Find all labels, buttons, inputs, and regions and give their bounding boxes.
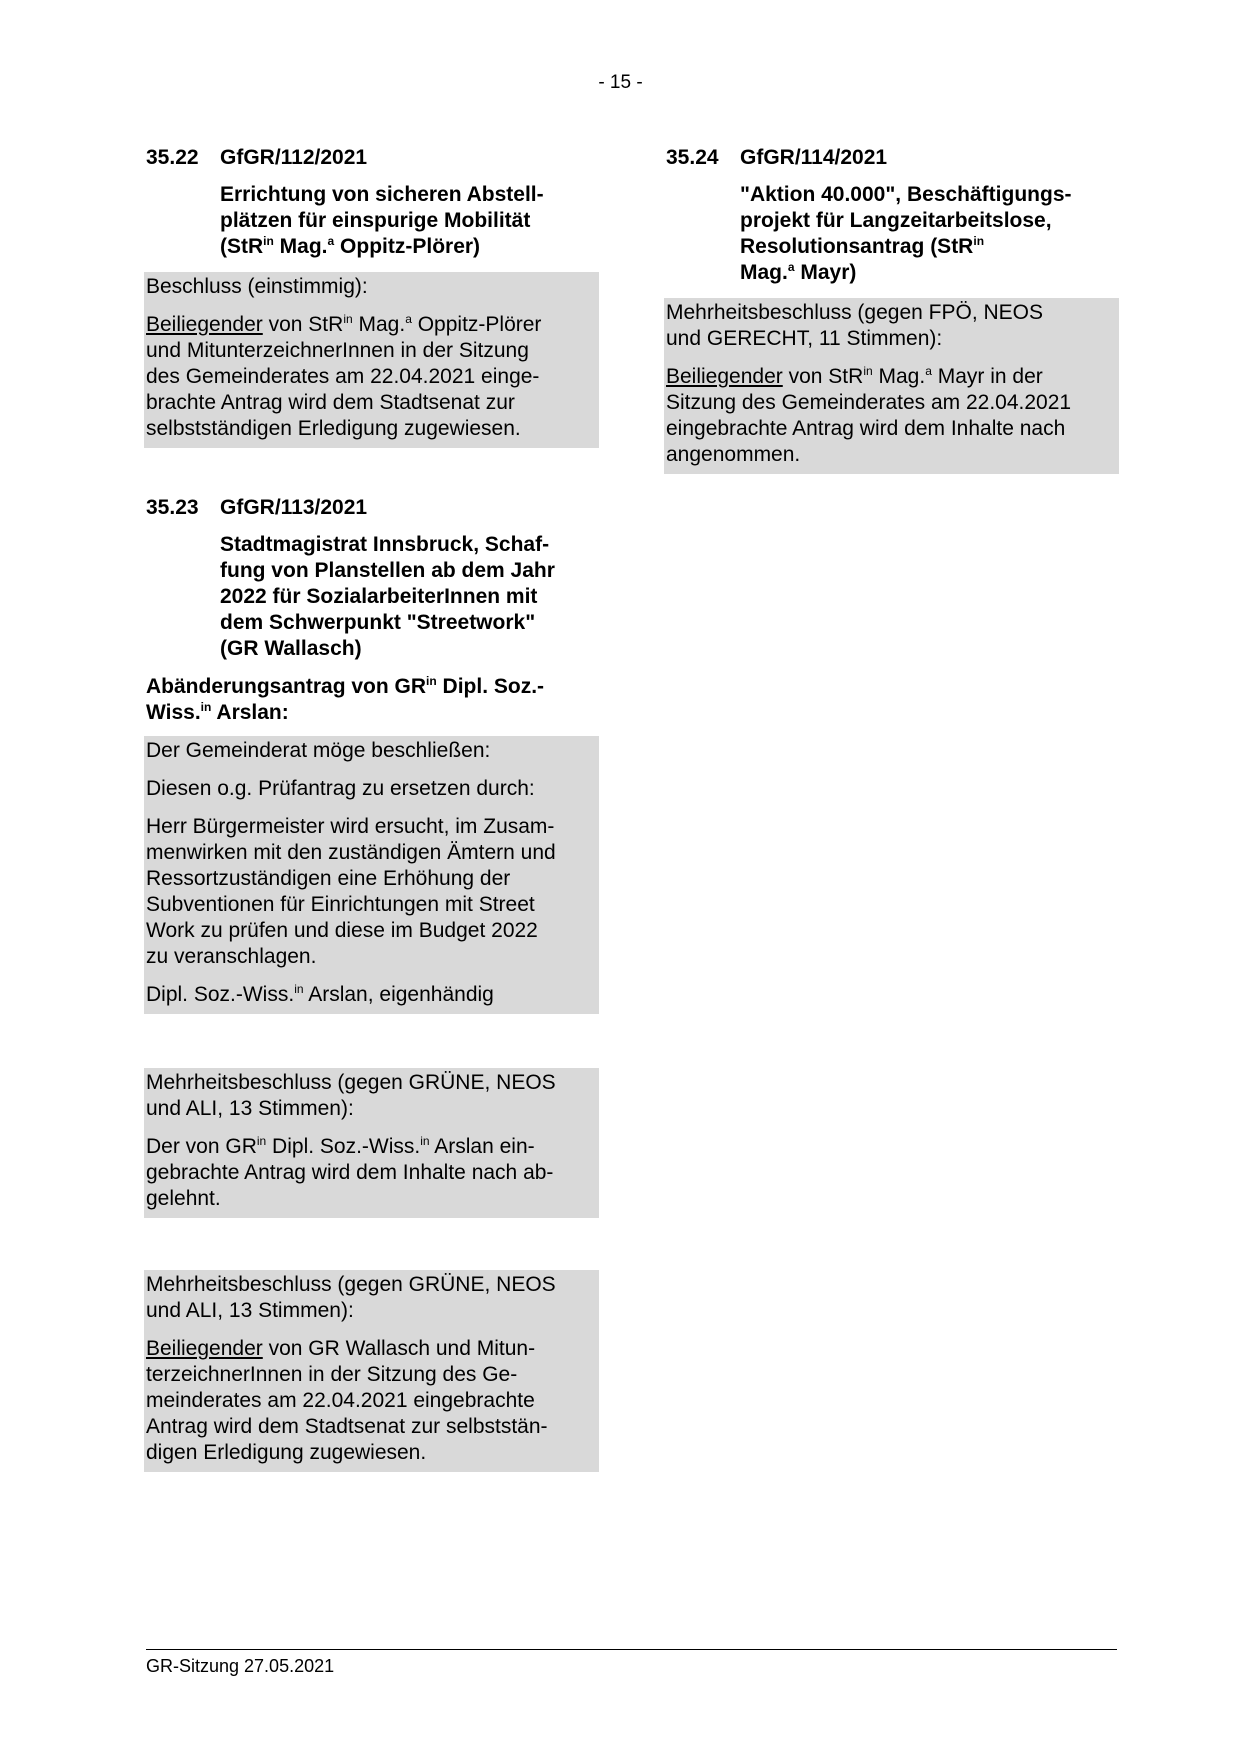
- title-line: dem Schwerpunkt "Streetwork": [220, 611, 536, 634]
- left-column: [146, 146, 597, 1472]
- item-heading: [666, 146, 1117, 170]
- item-heading: [146, 146, 597, 170]
- title-text: Oppitz-Plörer): [334, 235, 481, 258]
- title-text: Mayr): [794, 261, 857, 284]
- text-line: selbstständigen Erledigung zugewiesen.: [146, 417, 521, 440]
- footer-text: GR-Sitzung 27.05.2021: [146, 1656, 335, 1676]
- item-35-23: [146, 496, 597, 1472]
- superscript: a: [405, 312, 412, 326]
- title-line: projekt für Langzeitarbeitslose,: [740, 209, 1052, 232]
- text-line: und ALI, 13 Stimmen):: [146, 1097, 354, 1120]
- decision-type: [666, 298, 1117, 362]
- page-number: - 15 -: [598, 72, 643, 93]
- text-line: gebrachte Antrag wird dem Inhalte nach ab-: [146, 1161, 554, 1184]
- decision-box: [144, 272, 599, 448]
- title-line: (GR Wallasch): [220, 637, 362, 660]
- title-text: Mag.: [740, 261, 788, 284]
- underlined-word: Beiliegender: [146, 313, 263, 336]
- title-text: Mag.: [273, 235, 328, 258]
- text: Arslan ein-: [429, 1135, 535, 1158]
- title-line: Errichtung von sicheren Abstell-: [220, 183, 544, 206]
- text-line: Ressortzuständigen eine Erhöhung der: [146, 867, 511, 890]
- underlined-word: Beiliegender: [146, 1337, 263, 1360]
- title-text: (StR: [220, 235, 264, 258]
- superscript: in: [256, 1134, 267, 1148]
- amendment-heading: [146, 674, 597, 726]
- title-text: Resolutionsantrag (StR: [740, 235, 974, 258]
- text-line: und MitunterzeichnerInnen in der Sitzung: [146, 339, 529, 362]
- item-title: [220, 532, 597, 662]
- decision-text: [146, 1334, 597, 1469]
- decision-type: Beschluss (einstimmig):: [146, 275, 368, 298]
- footer-divider: [146, 1649, 1117, 1650]
- item-number: 35.22: [146, 146, 199, 169]
- text-line: Mehrheitsbeschluss (gegen GRÜNE, NEOS: [146, 1273, 556, 1296]
- text-line: Herr Bürgermeister wird ersucht, im Zusam-: [146, 815, 555, 838]
- text-line: terzeichnerInnen in der Sitzung des Ge-: [146, 1363, 518, 1386]
- superscript: in: [294, 982, 304, 996]
- decision-text: [146, 310, 597, 445]
- underlined-word: Beiliegender: [666, 365, 783, 388]
- text: Oppitz-Plörer: [411, 313, 542, 336]
- decision-text: [146, 1132, 597, 1215]
- superscript: in: [200, 700, 212, 714]
- item-title: [740, 182, 1117, 286]
- superscript: in: [973, 234, 985, 248]
- text-line: Subventionen für Einrichtungen mit Street: [146, 893, 535, 916]
- title-line: fung von Planstellen ab dem Jahr: [220, 559, 555, 582]
- text-line: brachte Antrag wird dem Stadtsenat zur: [146, 391, 515, 414]
- text: Arslan, eigenhändig: [303, 983, 494, 1006]
- text: Dipl. Soz.-Wiss.: [146, 983, 295, 1006]
- text-line: angenommen.: [666, 443, 801, 466]
- amendment-signature: [146, 980, 597, 1011]
- item-code: GfGR/112/2021: [220, 146, 368, 169]
- superscript: in: [863, 364, 873, 378]
- superscript: a: [925, 364, 932, 378]
- superscript: in: [263, 234, 274, 248]
- decision-type: [146, 1068, 597, 1132]
- text-line: Work zu prüfen und diese im Budget 2022: [146, 919, 538, 942]
- text-line: gelehnt.: [146, 1187, 221, 1210]
- text-line: menwirken mit den zuständigen Ämtern und: [146, 841, 556, 864]
- item-code: GfGR/114/2021: [740, 146, 888, 169]
- text-line: Antrag wird dem Stadtsenat zur selbststän-: [146, 1415, 548, 1438]
- decision-box: [664, 298, 1119, 474]
- item-heading: [146, 496, 597, 520]
- text: Der von GR: [146, 1135, 257, 1158]
- decision-text: [666, 362, 1117, 471]
- right-column: [666, 146, 1117, 474]
- superscript: in: [343, 312, 353, 326]
- title-line: 2022 für SozialarbeiterInnen mit: [220, 585, 538, 608]
- decision-box: [144, 1068, 599, 1218]
- title-line: Stadtmagistrat Innsbruck, Schaf-: [220, 533, 550, 556]
- text: von GR Wallasch und Mitun-: [262, 1337, 536, 1360]
- amendment-text: [146, 812, 597, 980]
- text-line: Mehrheitsbeschluss (gegen GRÜNE, NEOS: [146, 1071, 556, 1094]
- text-line: Mehrheitsbeschluss (gegen FPÖ, NEOS: [666, 301, 1043, 324]
- amendment-intro: Der Gemeinderat möge beschließen:: [146, 739, 491, 762]
- item-35-24: [666, 146, 1117, 474]
- title-line: plätzen für einspurige Mobilität: [220, 209, 531, 232]
- text-line: und GERECHT, 11 Stimmen):: [666, 327, 943, 350]
- text-line: eingebrachte Antrag wird dem Inhalte nach: [666, 417, 1066, 440]
- text-line: und ALI, 13 Stimmen):: [146, 1299, 354, 1322]
- decision-type: [146, 1270, 597, 1334]
- decision-box: [144, 1270, 599, 1472]
- text: Mag.: [872, 365, 926, 388]
- item-number: 35.24: [666, 146, 719, 169]
- item-number: 35.23: [146, 496, 199, 519]
- text-line: zu veranschlagen.: [146, 945, 317, 968]
- text: von StR: [262, 313, 344, 336]
- superscript: a: [787, 260, 795, 274]
- text-line: Sitzung des Gemeinderates am 22.04.2021: [666, 391, 1072, 414]
- text: Dipl. Soz.-: [436, 675, 545, 698]
- text-line: des Gemeinderates am 22.04.2021 einge-: [146, 365, 540, 388]
- text: von StR: [782, 365, 864, 388]
- text: Arslan:: [211, 701, 289, 724]
- amendment-box: [144, 736, 599, 1014]
- superscript: a: [327, 234, 335, 248]
- title-line: "Aktion 40.000", Beschäftigungs-: [740, 183, 1072, 206]
- amendment-replace: Diesen o.g. Prüfantrag zu ersetzen durch:: [146, 777, 535, 800]
- text: Wiss.: [146, 701, 201, 724]
- text: Mayr in der: [931, 365, 1043, 388]
- item-title: [220, 182, 597, 260]
- text-line: meinderates am 22.04.2021 eingebrachte: [146, 1389, 535, 1412]
- text-line: digen Erledigung zugewiesen.: [146, 1441, 427, 1464]
- item-code: GfGR/113/2021: [220, 496, 368, 519]
- item-35-22: [146, 146, 597, 448]
- superscript: in: [426, 674, 437, 688]
- text: Dipl. Soz.-Wiss.: [266, 1135, 421, 1158]
- text: Mag.: [352, 313, 406, 336]
- text: Abänderungsantrag von GR: [146, 675, 427, 698]
- superscript: in: [420, 1134, 430, 1148]
